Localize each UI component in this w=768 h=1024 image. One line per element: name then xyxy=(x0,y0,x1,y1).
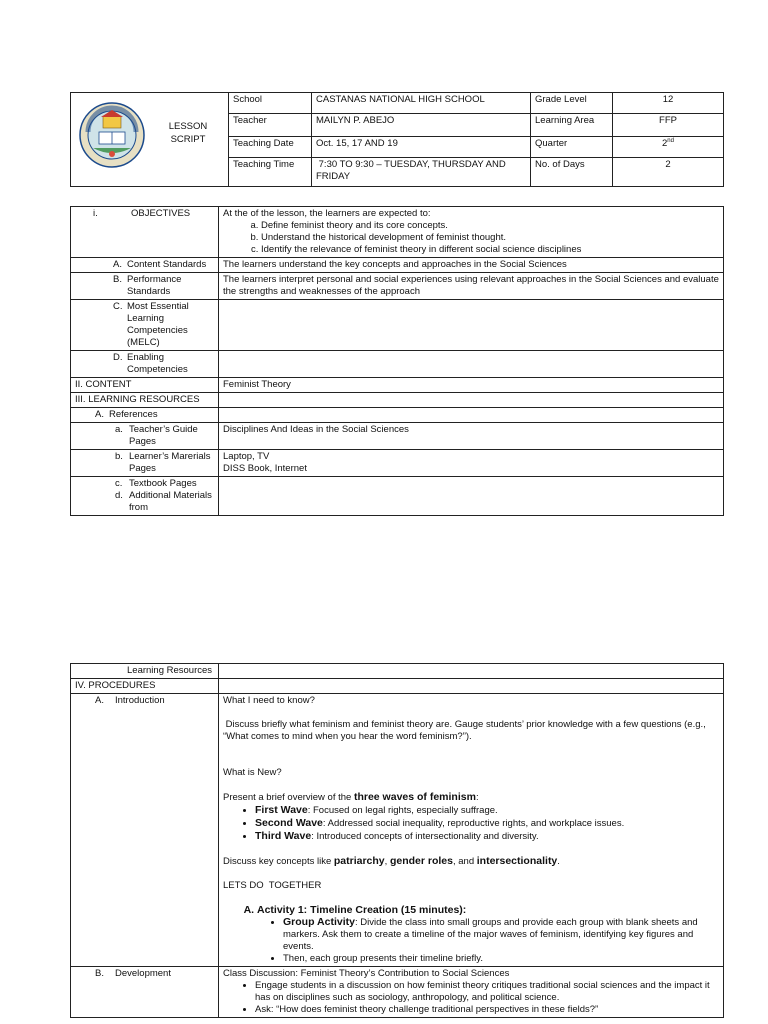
development-value xyxy=(219,967,724,1018)
objectives-list xyxy=(223,220,719,256)
wave-text: : Introduced concepts of intersectionality and diversity. xyxy=(311,831,539,842)
key-sep2: , and xyxy=(452,856,477,867)
learners-value-2: DISS Book, Internet xyxy=(223,463,307,474)
references-mk: A. xyxy=(95,409,104,420)
group-activity-text: : Divide the class into small groups and provide each group with blank sheets and markers. Ask them to create a timeline of the major waves of feminism, identifying key figures and events. xyxy=(283,917,698,952)
learning-resources-cont-label: Learning Resources xyxy=(71,664,219,679)
objectives-label: OBJECTIVES xyxy=(131,208,191,219)
school-value: CASTANAS NATIONAL HIGH SCHOOL xyxy=(312,93,531,114)
content-standards-value: The learners understand the key concepts and approaches in the Social Sciences xyxy=(219,258,724,273)
overview-line xyxy=(223,791,719,804)
key-sep1: , xyxy=(384,856,390,867)
learners-value-1: Laptop, TV xyxy=(223,451,270,462)
learning-area-label: Learning Area xyxy=(531,114,613,137)
wave-item xyxy=(255,830,719,843)
activity-step xyxy=(283,916,719,953)
development-item: • Engage students in a discussion on how feminist theory critiques traditional social sciences and the impact it has on disciplines such as sociology, anthropology, and political science. xyxy=(255,980,719,1004)
quarter-value xyxy=(613,137,724,158)
grade-level-value: 12 xyxy=(613,93,724,114)
discuss-briefly: Discuss briefly what feminism and feminist theory are. Gauge students’ prior knowledge with a few questions (e.g., “What comes to mind when you hear the word feminism?”). xyxy=(223,719,709,742)
textbook-label: Textbook Pages xyxy=(129,478,197,489)
objectives-label-cell xyxy=(71,207,219,258)
learners-mk: b. xyxy=(115,451,123,462)
school-logo-icon xyxy=(79,102,145,168)
activity-step: • Then, each group presents their timeline briefly. xyxy=(283,953,719,965)
content-label: II. CONTENT xyxy=(71,378,219,393)
key-concepts-line xyxy=(223,855,719,868)
activity-steps xyxy=(223,916,719,965)
textbook-value xyxy=(219,477,724,516)
teachers-guide-value: Disciplines And Ideas in the Social Sciences xyxy=(219,423,724,450)
key-post: . xyxy=(557,856,560,867)
quarter-label: Quarter xyxy=(531,137,613,158)
class-discussion: Class Discussion: Feminist Theory’s Contribution to Social Sciences xyxy=(223,968,510,979)
grade-level-label: Grade Level xyxy=(531,93,613,114)
quarter-suffix: nd xyxy=(667,137,674,144)
references-value xyxy=(219,408,724,423)
content-standards-label-cell xyxy=(71,258,219,273)
wave-name: Third Wave xyxy=(255,830,312,842)
wave-item xyxy=(255,817,719,830)
overview-post: : xyxy=(475,792,479,803)
development-label-cell xyxy=(71,967,219,1018)
learners-label: Learner’s Marerials Pages xyxy=(129,451,211,474)
quarter-number: 2 xyxy=(662,138,668,149)
lets-do-together: LETS DO TOGETHER xyxy=(223,880,322,891)
logo-cell xyxy=(71,93,229,187)
references-label-cell xyxy=(71,408,219,423)
teaching-date-value: Oct. 15, 17 AND 19 xyxy=(312,137,531,158)
learning-resources-cont-value xyxy=(219,664,724,679)
school-label: School xyxy=(229,93,312,114)
melc-label: Most Essential Learning Competencies (MELC) xyxy=(127,301,189,348)
wave-name: Second Wave xyxy=(255,817,323,829)
procedures-table xyxy=(70,663,724,1018)
performance-standards-label-cell xyxy=(71,273,219,300)
development-mk: B. xyxy=(95,968,104,979)
wave-item xyxy=(255,804,719,817)
key-gender-roles: gender roles xyxy=(389,855,453,867)
learners-materials-label-cell xyxy=(71,450,219,477)
textbook-mk: c. xyxy=(115,478,123,489)
teaching-time-label: Teaching Time xyxy=(229,158,312,187)
header-table xyxy=(70,92,724,187)
objectives-num: i. xyxy=(93,208,98,219)
enabling-competencies-value xyxy=(219,351,724,378)
performance-standards-mk: B. xyxy=(113,274,122,285)
objectives-intro: At the of the lesson, the learners are expected to: xyxy=(223,208,431,219)
activity-list xyxy=(223,904,719,916)
wave-text: : Addressed social inequality, reproductive rights, and workplace issues. xyxy=(322,818,625,829)
melc-label-cell xyxy=(71,300,219,351)
teachers-guide-label: Teacher’s Guide Pages xyxy=(129,424,198,447)
group-activity-bold: Group Activity xyxy=(283,916,355,928)
introduction-label-cell xyxy=(71,694,219,967)
procedures-label: IV. PROCEDURES xyxy=(71,679,219,694)
overview-pre: Present a brief overview of the xyxy=(223,792,354,803)
waves-list xyxy=(223,804,719,843)
melc-value xyxy=(219,300,724,351)
lesson-script-label: LESSON SCRIPT xyxy=(168,121,208,145)
additional-label: Additional Materials from xyxy=(129,490,212,513)
enabling-mk: D. xyxy=(113,352,123,363)
days-value: 2 xyxy=(613,158,724,187)
teachers-guide-label-cell xyxy=(71,423,219,450)
development-item: • Ask: “How does feminist theory challenge traditional perspectives in these fields?” xyxy=(255,1004,719,1016)
textbook-label-cell xyxy=(71,477,219,516)
teaching-time-value: 7:30 TO 9:30 – TUESDAY, THURSDAY AND FRIDAY xyxy=(312,158,531,187)
objective-item: c. Identify the relevance of feminist theory in different social science disciplines xyxy=(261,244,719,256)
content-standards-label: Content Standards xyxy=(127,259,207,270)
wave-text: : Focused on legal rights, especially suffrage. xyxy=(307,805,498,816)
key-pre: Discuss key concepts like xyxy=(223,856,334,867)
introduction-value xyxy=(219,694,724,967)
teachers-guide-mk: a. xyxy=(115,424,123,435)
objectives-value xyxy=(219,207,724,258)
what-is-new: What is New? xyxy=(223,767,282,778)
wave-name: First Wave xyxy=(255,804,308,816)
overview-bold: three waves of feminism xyxy=(353,791,476,803)
content-value: Feminist Theory xyxy=(219,378,724,393)
additional-mk: d. xyxy=(115,490,123,501)
teaching-date-label: Teaching Date xyxy=(229,137,312,158)
days-label: No. of Days xyxy=(531,158,613,187)
enabling-label: Enabling Competencies xyxy=(127,352,188,375)
content-standards-mk: A. xyxy=(113,259,122,270)
learning-resources-label: III. LEARNING RESOURCES xyxy=(71,393,219,408)
development-list xyxy=(223,980,719,1016)
teacher-value: MAILYN P. ABEJO xyxy=(312,114,531,137)
learners-materials-value xyxy=(219,450,724,477)
key-patriarchy: patriarchy xyxy=(333,855,385,867)
references-label: References xyxy=(109,409,158,420)
objectives-table xyxy=(70,206,724,516)
learning-resources-value xyxy=(219,393,724,408)
objective-item: b. Understand the historical development of feminist thought. xyxy=(261,232,719,244)
introduction-label: Introduction xyxy=(115,695,165,706)
procedures-value xyxy=(219,679,724,694)
learning-area-value: FFP xyxy=(613,114,724,137)
objective-item: a. Define feminist theory and its core concepts. xyxy=(261,220,719,232)
introduction-mk: A. xyxy=(95,695,104,706)
development-label: Development xyxy=(115,968,171,979)
performance-standards-label: Performance Standards xyxy=(127,274,182,297)
activity-title: A. Activity 1: Timeline Creation (15 minutes): xyxy=(257,904,719,916)
performance-standards-value: The learners interpret personal and social experiences using relevant approaches in the Social Sciences and evaluate the strengths and weaknesses of the approach xyxy=(219,273,724,300)
need-to-know: What I need to know? xyxy=(223,695,315,706)
enabling-competencies-label-cell xyxy=(71,351,219,378)
melc-mk: C. xyxy=(113,301,123,312)
key-intersectionality: intersectionality xyxy=(476,855,558,867)
teacher-label: Teacher xyxy=(229,114,312,137)
